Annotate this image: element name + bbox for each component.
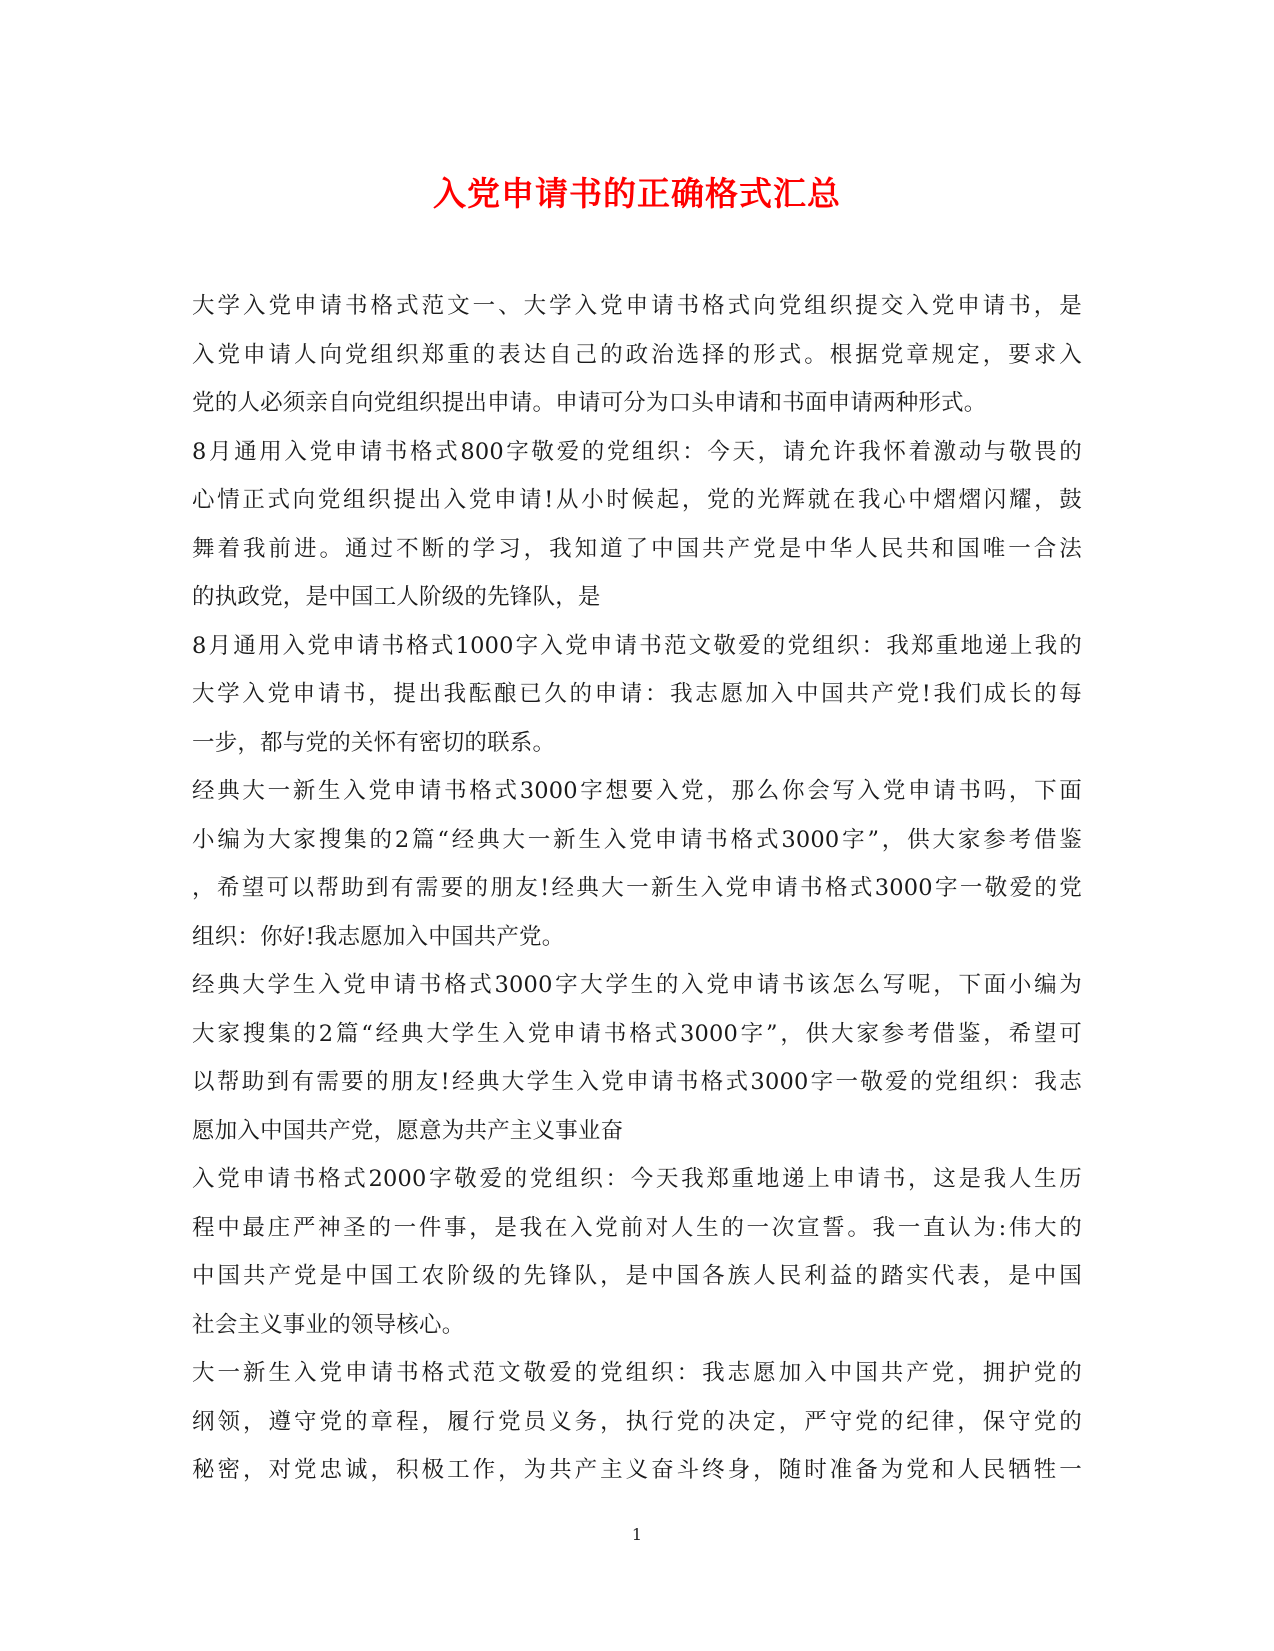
- text-line: 大学入党申请书，提出我酝酿已久的申请：我志愿加入中国共产党!我们成长的每: [192, 681, 1082, 707]
- text-line: 大家搜集的2篇“经典大学生入党申请书格式3000字”，供大家参考借鉴，希望可: [192, 1020, 1082, 1047]
- text-line: 8月通用入党申请书格式1000字入党申请书范文敬爱的党组织：我郑重地递上我的: [192, 632, 1082, 659]
- text-line: 以帮助到有需要的朋友!经典大学生入党申请书格式3000字一敬爱的党组织：我志: [192, 1069, 1082, 1095]
- text-line: 8月通用入党申请书格式800字敬爱的党组织：今天，请允许我怀着激动与敬畏的: [192, 438, 1082, 465]
- text-line: 入党申请人向党组织郑重的表达自己的政治选择的形式。根据党章规定，要求入: [192, 341, 1082, 368]
- text-line: 一步，都与党的关怀有密切的联系。: [192, 729, 556, 756]
- text-line: 的执政党，是中国工人阶级的先锋队，是: [192, 584, 601, 610]
- text-line: 中国共产党是中国工农阶级的先锋队，是中国各族人民利益的踏实代表，是中国: [192, 1263, 1082, 1289]
- text-line: 组织：你好!我志愿加入中国共产党。: [192, 923, 565, 950]
- document-title: 入党申请书的正确格式汇总: [433, 174, 841, 213]
- text-line: 程中最庄严神圣的一件事，是我在入党前对人生的一次宣誓。我一直认为:伟大的: [192, 1214, 1082, 1241]
- text-line: 经典大一新生入党申请书格式3000字想要入党，那么你会写入党申请书吗，下面: [192, 778, 1082, 804]
- text-line: 愿加入中国共产党，愿意为共产主义事业奋: [192, 1117, 624, 1144]
- text-line: 党的人必须亲自向党组织提出申请。申请可分为口头申请和书面申请两种形式。: [192, 390, 987, 416]
- text-line: 入党申请书格式2000字敬爱的党组织：今天我郑重地递上申请书，这是我人生历: [192, 1166, 1082, 1192]
- text-line: 小编为大家搜集的2篇“经典大一新生入党申请书格式3000字”，供大家参考借鉴: [192, 826, 1082, 853]
- text-line: 社会主义事业的领导核心。: [192, 1311, 465, 1338]
- text-line: ，希望可以帮助到有需要的朋友!经典大一新生入党申请书格式3000字一敬爱的党: [192, 875, 1082, 901]
- page-number: 1: [631, 1525, 643, 1544]
- document-body: [192, 282, 1082, 1495]
- text-line: 经典大学生入党申请书格式3000字大学生的入党申请书该怎么写呢，下面小编为: [192, 972, 1082, 998]
- text-line: 秘密，对党忠诚，积极工作，为共产主义奋斗终身，随时准备为党和人民牺牲一: [192, 1457, 1082, 1483]
- text-line: 纲领，遵守党的章程，履行党员义务，执行党的决定，严守党的纪律，保守党的: [192, 1408, 1082, 1435]
- text-line: 心情正式向党组织提出入党申请!从小时候起，党的光辉就在我心中熠熠闪耀，鼓: [192, 487, 1082, 513]
- text-line: 大一新生入党申请书格式范文敬爱的党组织：我志愿加入中国共产党，拥护党的: [192, 1360, 1082, 1386]
- text-line: 舞着我前进。通过不断的学习，我知道了中国共产党是中华人民共和国唯一合法: [192, 535, 1082, 562]
- text-line: 大学入党申请书格式范文一、大学入党申请书格式向党组织提交入党申请书，是: [192, 293, 1082, 319]
